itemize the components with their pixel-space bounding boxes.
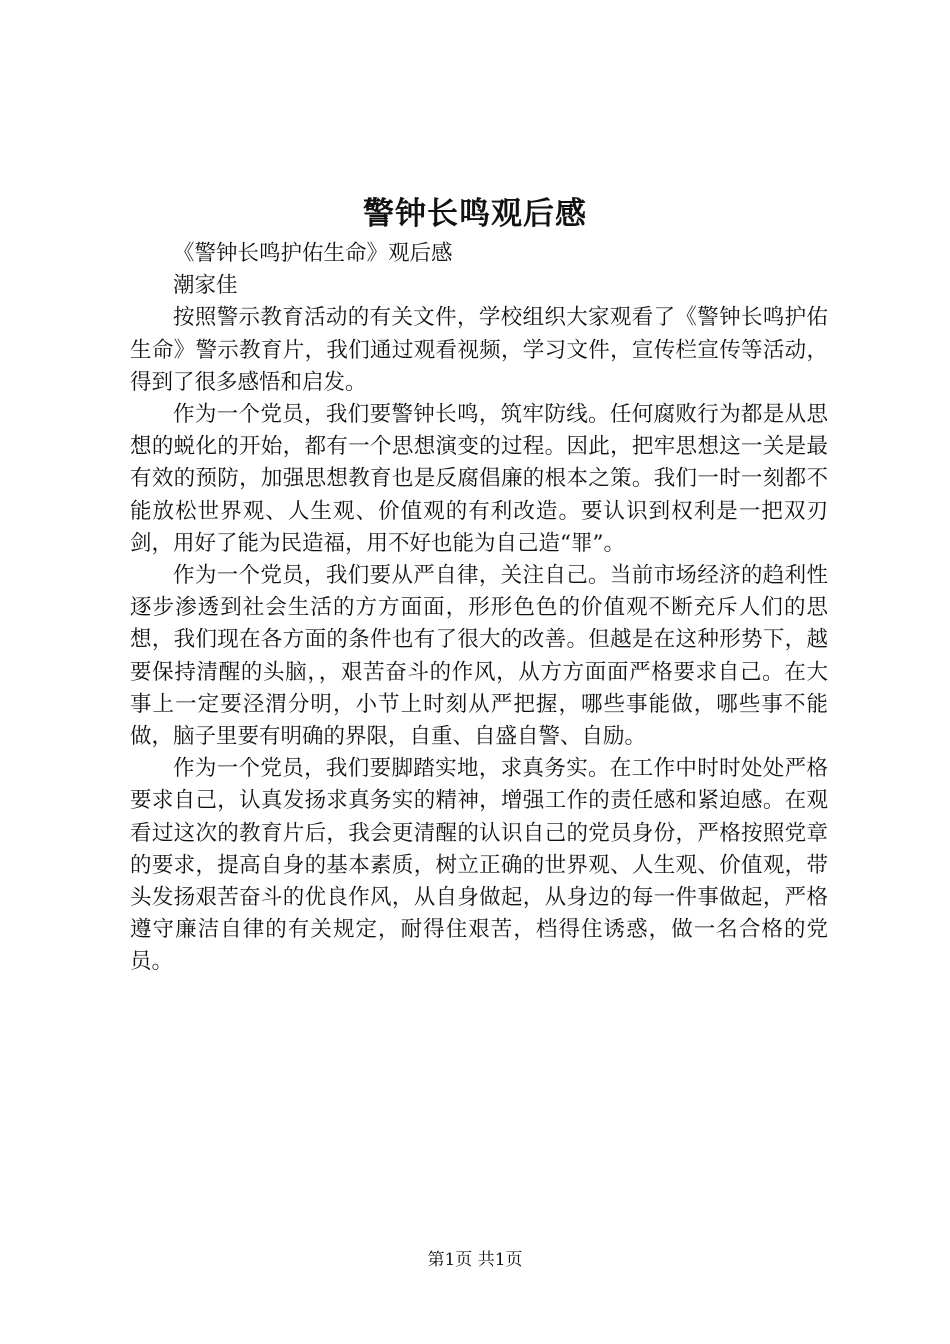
- paragraph: 作为一个党员，我们要脚踏实地，求真务实。在工作中时时处处严格要求自己，认真发扬求真务实的精神，增强工作的责任感和紧迫感。在观看过这次的教育片后，我会更清醒的认识自己的党员身份，严格按照党章的要求，提高自身的基本素质，树立正确的世界观、人生观、价值观，带头发扬艰苦奋斗的优良作风，从自身做起，从身边的每一件事做起，严格遵守廉洁自律的有关规定，耐得住艰苦，档得住诱惑，做一名合格的党员。: [130, 756, 828, 975]
- paragraph: 按照警示教育活动的有关文件，学校组织大家观看了《警钟长鸣护佑生命》警示教育片，我们通过观看视频，学习文件，宣传栏宣传等活动，得到了很多感悟和启发。: [130, 305, 828, 395]
- document-body: [130, 238, 828, 979]
- paragraph: 作为一个党员，我们要从严自律，关注自己。当前市场经济的趋利性逐步渗透到社会生活的方方面面，形形色色的价值观不断充斥人们的思想，我们现在各方面的条件也有了很大的改善。但越是在这种形势下，越要保持清醒的头脑，，艰苦奋斗的作风，从方方面面严格要求自己。在大事上一定要泾渭分明，小节上时刻从严把握，哪些事能做，哪些事不能做，脑子里要有明确的界限，自重、自盛自警、自励。: [130, 563, 828, 750]
- paragraph: 作为一个党员，我们要警钟长鸣，筑牢防线。任何腐败行为都是从思想的蜕化的开始，都有一个思想演变的过程。因此，把牢思想这一关是最有效的预防，加强思想教育也是反腐倡廉的根本之策。我们一时一刻都不能放松世界观、人生观、价值观的有利改造。要认识到权利是一把双刃剑，用好了能为民造福，用不好也能为自己造“罪”。: [130, 402, 828, 556]
- page-footer: 第1页 共1页: [427, 1250, 523, 1270]
- document-subtitle: 《警钟长鸣护佑生命》观后感: [173, 241, 453, 266]
- document-author: 潮家佳: [173, 273, 238, 299]
- document-title: 警钟长鸣观后感: [363, 196, 587, 232]
